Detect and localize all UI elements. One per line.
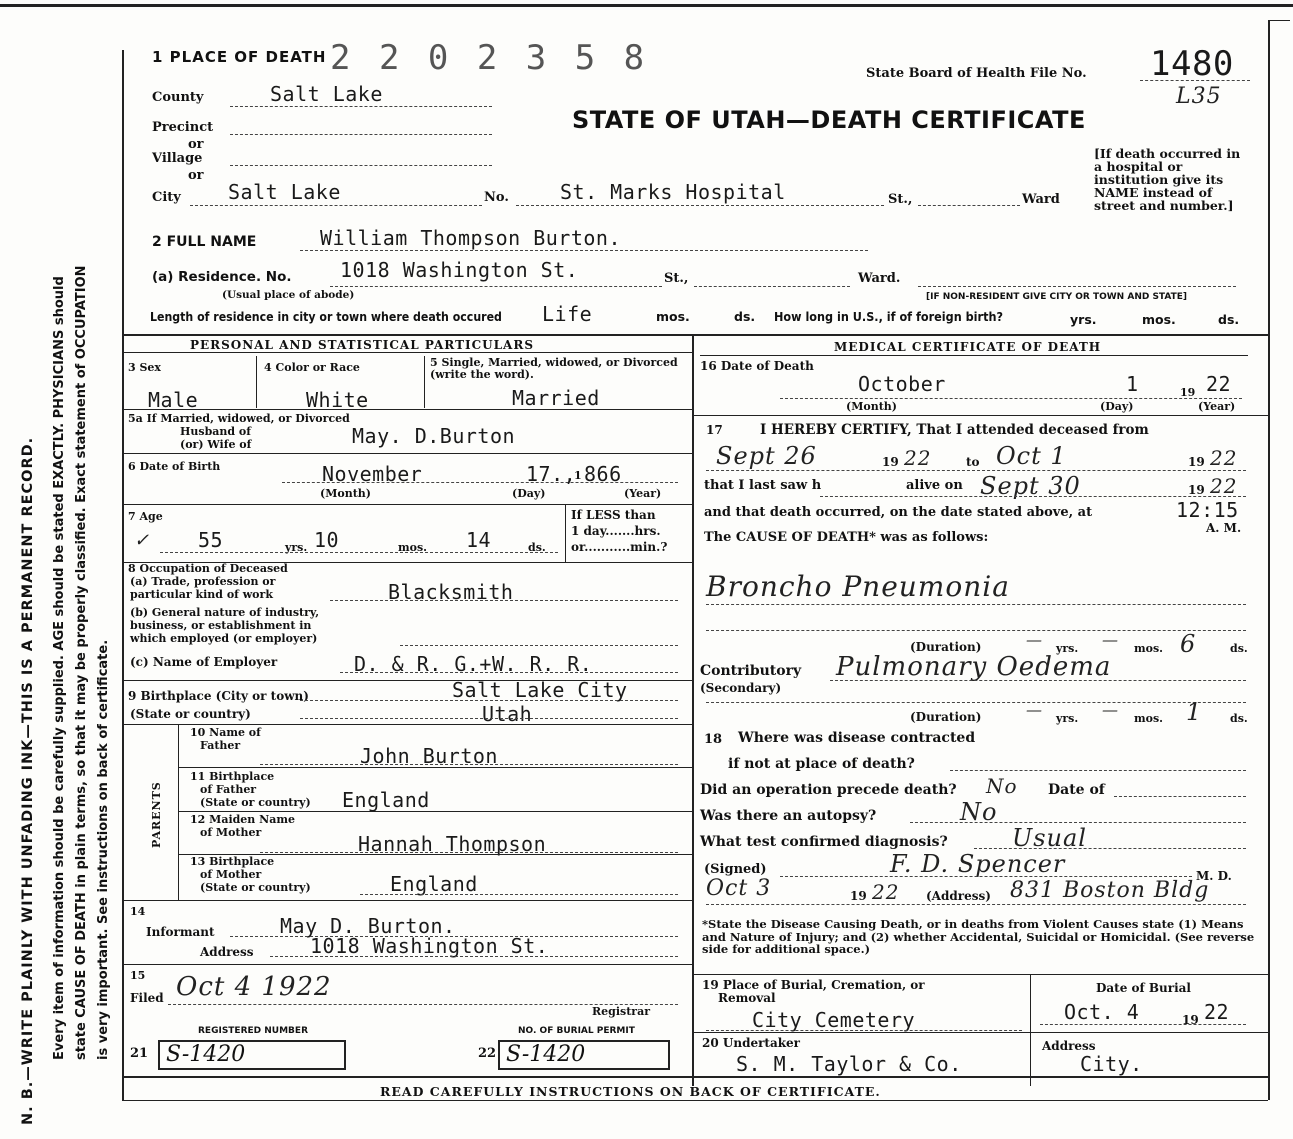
left-frame [122, 50, 124, 1100]
stamp-number: 2 2 0 2 3 5 8 [330, 38, 649, 78]
burial-place: City Cemetery [752, 1008, 916, 1032]
mother-birthplace: England [390, 872, 478, 896]
residence-value: 1018 Washington St. [340, 258, 579, 282]
employer-value: D. & R. G.+W. R. R. [354, 652, 593, 676]
side-note-1: N. B.—WRITE PLAINLY WITH UNFADING INK—THIS IS A PERMANENT RECORD. [20, 436, 36, 1125]
bottom-rule [122, 1076, 1268, 1078]
village-label: Village [152, 151, 203, 166]
spouse-value: May. D.Burton [352, 424, 516, 448]
burial-date: Oct. 4 [1064, 1000, 1140, 1024]
footer-instructions: READ CAREFULLY INSTRUCTIONS ON BACK OF CERTIFICATE. [380, 1084, 881, 1099]
registered-number-box: S-1420 [158, 1040, 346, 1070]
precinct-label: Precinct [152, 120, 214, 135]
no-label: No. [484, 190, 509, 205]
time-of-death: 12:15 [1176, 498, 1239, 522]
filed-label: Filed [130, 991, 164, 1005]
death-year: 22 [1206, 372, 1232, 396]
top-border [0, 4, 1293, 7]
age-years: 55 [198, 528, 224, 552]
county-label: County [152, 90, 204, 105]
sex-label: 3 Sex [128, 361, 161, 374]
contributory-cause: Pulmonary Oedema [836, 652, 1112, 682]
parents-label: PARENTS [150, 781, 163, 848]
file-no-label: State Board of Health File No. [866, 66, 1087, 81]
age-months: 10 [314, 528, 340, 552]
side-note-3: state CAUSE OF DEATH in plain terms, so that it may be properly classified. Exact statement of OCCUPATION [74, 265, 89, 1060]
dob-label: 6 Date of Birth [128, 460, 221, 473]
cause-footnote: *State the Disease Causing Death, or in deaths from Violent Causes state (1) Means and Nature of Injury; and (2) whether Accidental, Suicidal or Homicidal. (See reverse side for additional space.) [702, 917, 1255, 956]
race-value: White [306, 388, 369, 412]
attended-to: Oct 1 [996, 442, 1067, 470]
residence-ward-label: Ward. [858, 271, 901, 286]
date-of-death-label: 16 Date of Death [700, 359, 814, 373]
ward-label: Ward [1022, 192, 1060, 207]
marital-label: 5 Single, Married, widowed, or Divorced (write the word). [430, 356, 678, 381]
right-frame [1268, 20, 1270, 1100]
city-value: Salt Lake [228, 180, 341, 204]
birthplace-state: Utah [482, 702, 533, 726]
occupation-value: Blacksmith [388, 580, 514, 604]
residence-label: (a) Residence. No. [152, 269, 292, 285]
street-value: St. Marks Hospital [560, 180, 786, 204]
dob-year: 866 [584, 462, 622, 486]
last-saw-date: Sept 30 [980, 472, 1081, 500]
cause-label: The CAUSE OF DEATH* was as follows: [704, 530, 989, 545]
informant-label: Informant [146, 925, 215, 939]
contributory-label: Contributory [700, 663, 802, 679]
age-days: 14 [466, 528, 492, 552]
certify-text: I HEREBY CERTIFY, That I attended deceased from [760, 422, 1149, 438]
race-label: 4 Color or Race [264, 361, 360, 374]
full-name-label: 2 FULL NAME [152, 234, 257, 250]
father-birthplace: England [342, 788, 430, 812]
operation-value: No [986, 774, 1018, 798]
burial-year: 22 [1204, 1000, 1230, 1024]
birthplace-city: Salt Lake City [452, 678, 628, 702]
length-residence-label: Length of residence in city or town where death occured [150, 309, 502, 324]
full-name-value: William Thompson Burton. [320, 226, 621, 250]
dob-day: 17., [526, 462, 577, 486]
attended-from: Sept 26 [716, 442, 817, 470]
city-label: City [152, 190, 181, 205]
undertaker-address: City. [1080, 1052, 1143, 1076]
cause-of-death: Broncho Pneumonia [706, 570, 1010, 603]
personal-section-title: PERSONAL AND STATISTICAL PARTICULARS [190, 338, 535, 352]
place-of-death-label: 1 PLACE OF DEATH [152, 48, 327, 66]
filed-value: Oct 4 1922 [176, 972, 332, 1002]
foreign-birth-label: How long in U.S., if of foreign birth? [774, 309, 1003, 324]
side-note-2: Every item of information should be carefully supplied. AGE should be stated EXACTLY. PHYSICIANS should [52, 276, 67, 1060]
burial-permit-box: S-1420 [498, 1040, 670, 1070]
signed-date: Oct 3 [706, 876, 772, 901]
file-number: 1480 [1150, 44, 1234, 84]
sex-value: Male [148, 388, 199, 412]
physician-address: 831 Boston Bldg [1010, 878, 1210, 903]
length-residence-value: Life [542, 302, 593, 326]
mother-name: Hannah Thompson [358, 832, 547, 856]
undertaker-name: S. M. Taylor & Co. [736, 1052, 962, 1076]
hospital-note: [If death occurred in a hospital or institution give its NAME instead of street and number.] [1094, 146, 1241, 213]
test-value: Usual [1012, 824, 1087, 852]
death-day: 1 [1126, 372, 1139, 396]
age-label: 7 Age [128, 510, 163, 523]
father-name: John Burton [360, 744, 498, 768]
file-note: L35 [1176, 84, 1222, 109]
informant-address-label: Address [200, 945, 254, 959]
informant-name: May D. Burton. [280, 914, 456, 938]
certificate-title: STATE OF UTAH—DEATH CERTIFICATE [572, 106, 1086, 134]
duration-1-days: 6 [1180, 630, 1197, 658]
section-divider [122, 334, 1268, 336]
physician-signature: F. D. Spencer [890, 850, 1066, 878]
county-value: Salt Lake [270, 82, 383, 106]
dob-month: November [322, 462, 423, 486]
duration-2-days: 1 [1186, 698, 1203, 726]
medical-section-title: MEDICAL CERTIFICATE OF DEATH [834, 340, 1102, 354]
autopsy-value: No [960, 798, 998, 826]
informant-address: 1018 Washington St. [310, 934, 549, 958]
top-right-corner [1268, 20, 1290, 21]
marital-value: Married [512, 386, 600, 410]
death-occurred-label: and that death occurred, on the date stated above, at [704, 505, 1093, 520]
nonresident-note: [IF NON-RESIDENT GIVE CITY OR TOWN AND STATE] [926, 292, 1188, 302]
death-month: October [858, 372, 946, 396]
side-note-4: is very important. See instructions on back of certificate. [96, 639, 111, 1060]
